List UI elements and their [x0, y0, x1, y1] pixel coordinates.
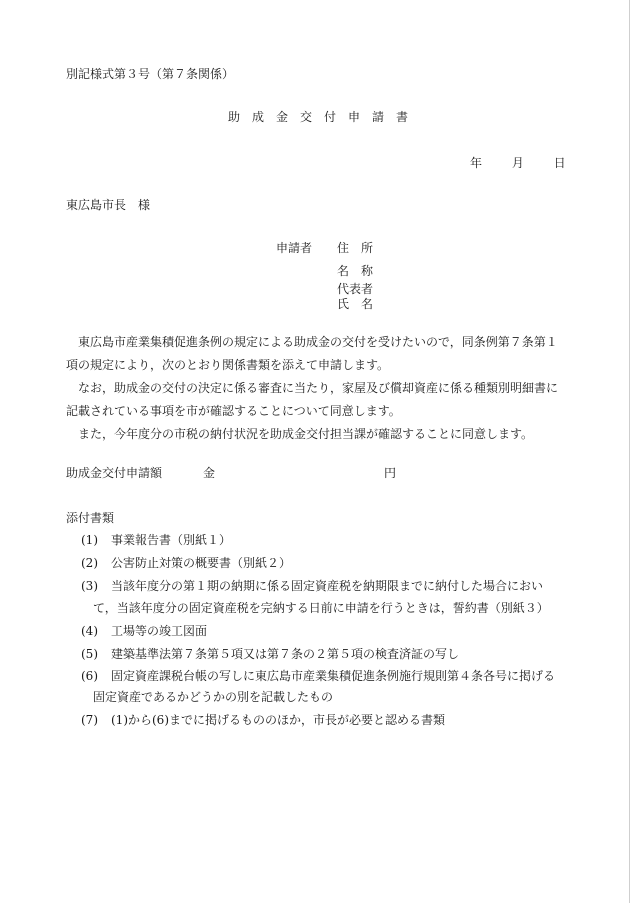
applicant-rep-name-label: 氏 名: [337, 297, 374, 311]
applicant-rep-label: 代表者: [337, 282, 374, 296]
list-item: [81, 623, 207, 639]
list-item-continuation: 固定資産であるかどうかの別を記載したもの: [93, 690, 334, 704]
list-item-number: (1): [81, 533, 98, 547]
amount-label: 助成金交付申請額: [66, 466, 163, 480]
body-p1-line1: 東広島市産業集積促進条例の規定による助成金の交付を受けたいので，同条例第７条第１: [78, 335, 558, 349]
date-year: 年: [470, 156, 483, 170]
addressee: 東広島市長 様: [66, 198, 151, 212]
list-item: [81, 578, 543, 594]
list-item-continuation: て，当該年度分の固定資産税を完納する日前に申請を行うときは，誓約書（別紙３）: [93, 601, 549, 615]
date-line: [470, 155, 566, 171]
list-item-number: (5): [81, 647, 98, 661]
list-item: [81, 646, 459, 662]
list-item-number: (3): [81, 579, 98, 593]
date-month: 月: [511, 156, 524, 170]
list-item-text: 固定資産課税台帳の写しに東広島市産業集積促進条例施行規則第４条各号に掲げる: [111, 669, 556, 683]
list-item-text: 当該年度分の第１期の納期に係る固定資産税を納期限までに納付した場合におい: [111, 579, 544, 593]
amount-prefix: 金: [203, 466, 216, 480]
list-item: [81, 555, 291, 571]
list-item-number: (7): [81, 713, 98, 727]
list-item-text: 工場等の竣工図面: [111, 624, 208, 638]
date-day: 日: [553, 156, 566, 170]
list-item: [81, 668, 555, 684]
document-title: 助成金交付申請書: [228, 110, 421, 124]
amount-suffix: 円: [384, 466, 397, 480]
applicant-address-label: 住 所: [337, 241, 374, 255]
body-p1-line2: 項の規定により，次のとおり関係書類を添えて申請します。: [66, 358, 390, 372]
attachments-heading: 添付書類: [66, 511, 115, 525]
list-item: [81, 712, 445, 728]
list-item-number: (2): [81, 556, 98, 570]
list-item-number: (6): [81, 669, 98, 683]
list-item-text: (1)から(6)までに掲げるもののほか，市長が必要と認める書類: [111, 713, 445, 727]
list-item: [81, 532, 231, 548]
applicant-label: 申請者: [276, 241, 313, 255]
body-p3-line1: また，今年度分の市税の納付状況を助成金交付担当課が確認することに同意します。: [78, 427, 534, 441]
list-item-text: 事業報告書（別紙１）: [111, 533, 232, 547]
list-item-text: 公害防止対策の概要書（別紙２）: [111, 556, 292, 570]
list-item-text: 建築基準法第７条第５項又は第７条の２第５項の検査済証の写し: [111, 647, 460, 661]
applicant-name-label: 名 称: [337, 264, 374, 278]
form-label: 別記様式第３号（第７条関係）: [66, 67, 235, 81]
body-p2-line1: なお，助成金の交付の決定に係る審査に当たり，家屋及び償却資産に係る種類別明細書に: [78, 381, 559, 395]
body-p2-line2: 記載されている事項を市が確認することについて同意します。: [66, 404, 401, 418]
list-item-number: (4): [81, 624, 98, 638]
